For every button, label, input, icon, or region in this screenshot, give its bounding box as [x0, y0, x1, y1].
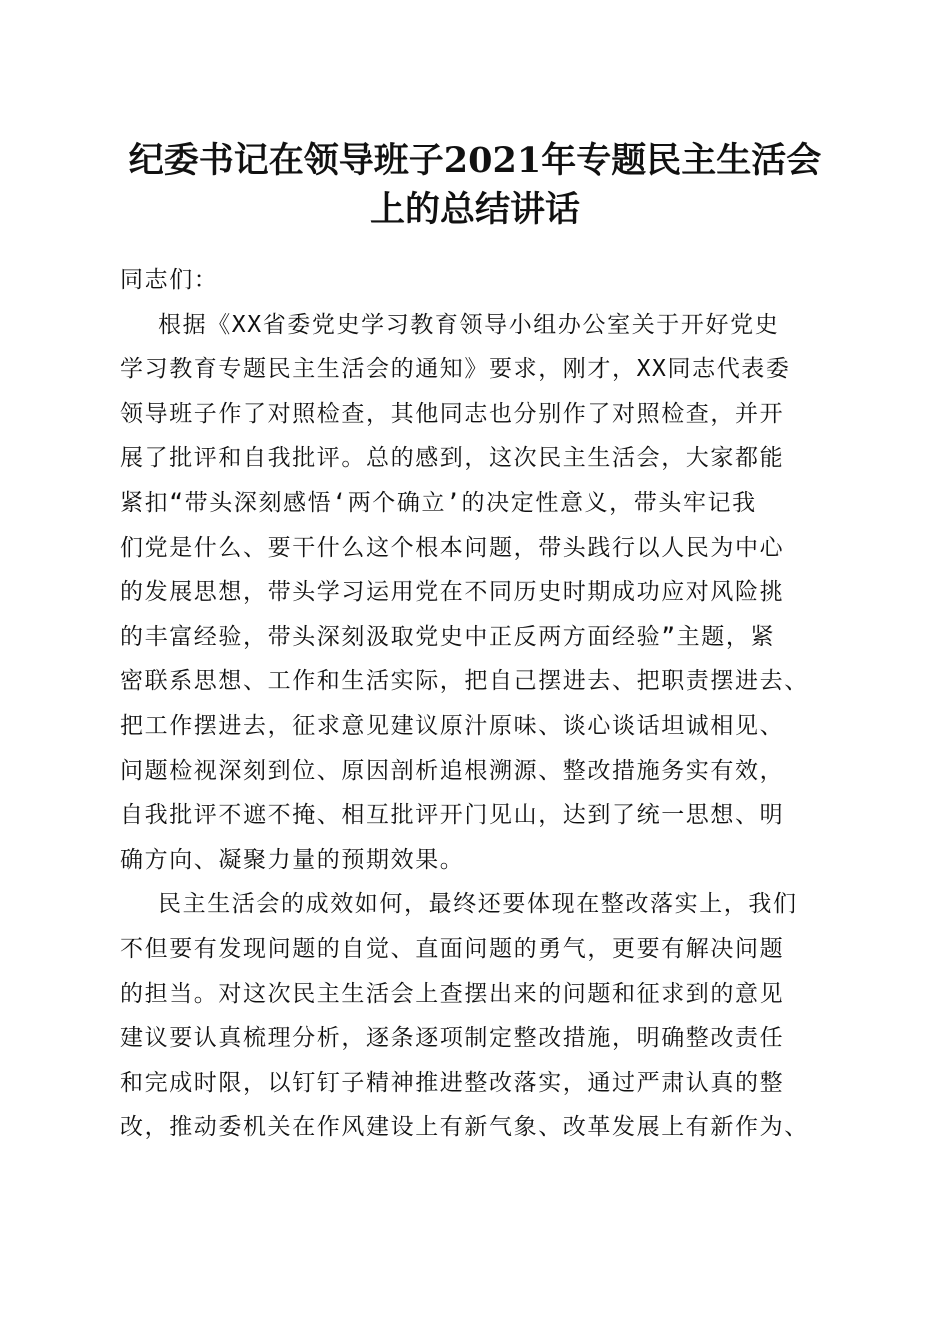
paragraph-line: 的发展思想，带头学习运用党在不同历史时期成功应对风险挑	[120, 579, 785, 606]
paragraph-line: 领导班子作了对照检查，其他同志也分别作了对照检查，并开	[120, 400, 785, 427]
paragraph-line: 的丰富经验，带头深刻汲取党史中正反两方面经验”主题，紧	[120, 623, 776, 650]
paragraph-line: 展了批评和自我批评。总的感到，这次民主生活会，大家都能	[120, 445, 785, 472]
paragraph-line: 自我批评不遮不掩、相互批评开门见山，达到了统一思想、明	[120, 802, 785, 829]
paragraph-line: 改，推动委机关在作风建设上有新气象、改革发展上有新作为、	[120, 1114, 809, 1141]
paragraph-line: 和完成时限，以钉钉子精神推进整改落实，通过严肃认真的整	[120, 1069, 785, 1096]
title-line: 上的总结讲话	[369, 189, 580, 230]
paragraph-line: 确方向、凝聚力量的预期效果。	[120, 846, 465, 873]
paragraph-line: 不但要有发现问题的自觉、直面问题的勇气，更要有解决问题	[120, 935, 785, 962]
paragraph-1	[120, 303, 850, 883]
document-title	[90, 136, 860, 234]
document-body	[120, 258, 850, 1150]
paragraph-2	[120, 882, 850, 1150]
paragraph-line: 密联系思想、工作和生活实际，把自己摆进去、把职责摆进去、	[120, 668, 809, 695]
paragraph-line: 把工作摆进去，征求意见建议原汁原味、谈心谈话坦诚相见、	[120, 712, 785, 739]
paragraph-line: 根据《XX省委党史学习教育领导小组办公室关于开好党史	[158, 311, 780, 338]
salutation: 同志们：	[120, 267, 219, 293]
paragraph-line: 民主生活会的成效如何，最终还要体现在整改落实上，我们	[158, 891, 798, 918]
paragraph-line: 建议要认真梳理分析，逐条逐项制定整改措施，明确整改责任	[120, 1025, 785, 1052]
paragraph-line: 的担当。对这次民主生活会上查摆出来的问题和征求到的意见	[120, 980, 785, 1007]
title-line: 纪委书记在领导班子2021年专题民主生活会	[128, 140, 822, 181]
paragraph-line: 紧扣“带头深刻感悟‘两个确立’的决定性意义，带头牢记我	[120, 489, 757, 516]
paragraph-line: 问题检视深刻到位、原因剖析追根溯源、整改措施务实有效，	[120, 757, 785, 784]
paragraph-line: 们党是什么、要干什么这个根本问题，带头践行以人民为中心	[120, 534, 785, 561]
paragraph-line: 学习教育专题民主生活会的通知》要求，刚才，XX同志代表委	[120, 356, 791, 383]
